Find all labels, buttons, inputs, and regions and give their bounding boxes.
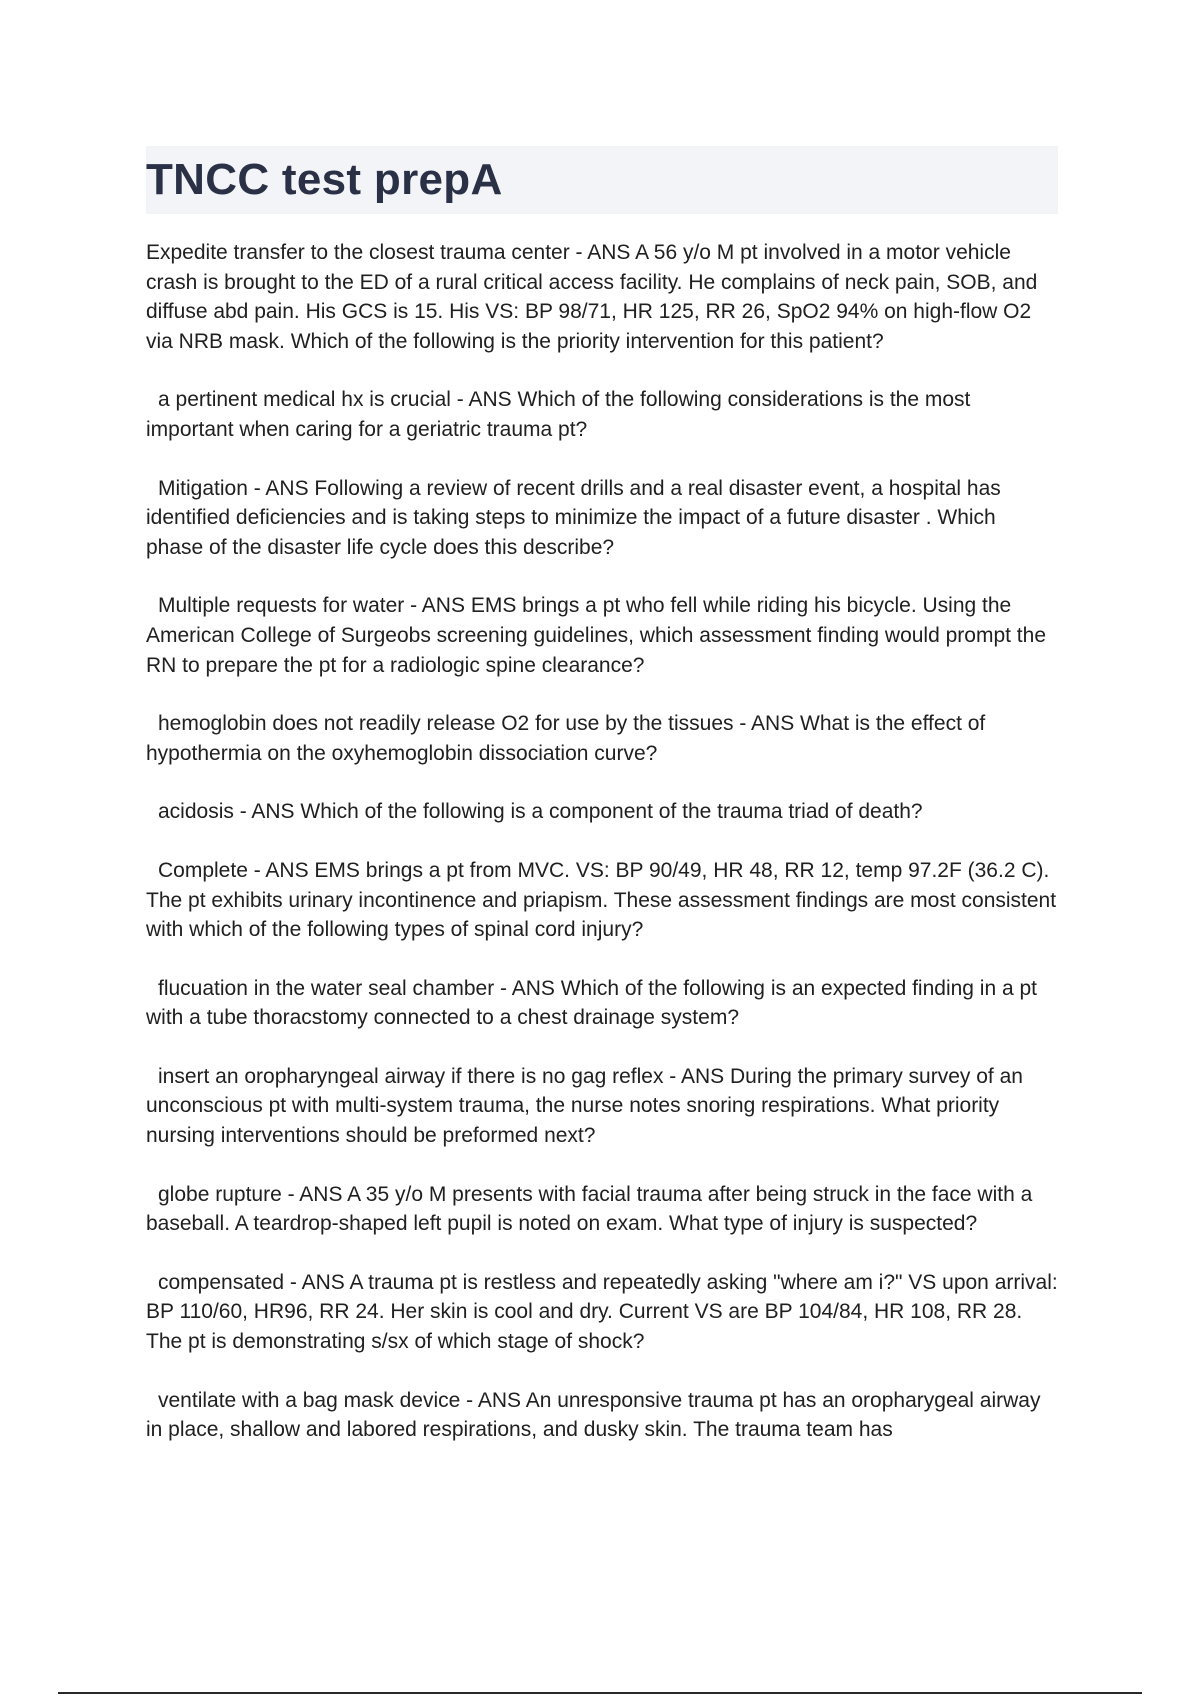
qa-question: A 35 y/o M presents with facial trauma after being struck in the face with a baseball. A teardrop-shaped left pupil is noted on exam. What type of injury is suspected?: [146, 1182, 1033, 1236]
qa-answer: flucuation in the water seal chamber: [158, 976, 495, 1000]
qa-question: EMS brings a pt who fell while riding his bicycle. Using the American College of Surgeobs screening guidelines, which assessment finding would prompt the RN to prepare the pt for a radiologic spine clearance?: [146, 594, 1046, 677]
qa-separator: - ANS: [404, 594, 471, 618]
qa-item-7: [146, 856, 1058, 945]
qa-list: [146, 238, 1058, 1474]
qa-separator: - ANS: [494, 976, 561, 1000]
qa-question: Which of the following is an expected finding in a pt with a tube thoracstomy connected to a chest drainage system?: [146, 976, 1038, 1030]
qa-answer: Mitigation: [158, 476, 248, 500]
qa-answer: acidosis: [158, 800, 234, 824]
qa-answer: hemoglobin does not readily release O2 for use by the tissues: [158, 712, 734, 736]
qa-separator: - ANS: [247, 476, 315, 500]
qa-answer: globe rupture: [158, 1182, 282, 1206]
qa-item-10: [146, 1180, 1058, 1239]
qa-separator: - ANS: [284, 1270, 350, 1294]
qa-item-3: [146, 474, 1058, 563]
qa-question: What is the effect of hypothermia on the oxyhemoglobin dissociation curve?: [146, 712, 986, 765]
qa-item-5: [146, 709, 1058, 768]
qa-item-2: [146, 385, 1058, 444]
qa-separator: - ANS: [281, 1182, 348, 1206]
qa-separator: - ANS: [247, 858, 315, 882]
qa-item-4: [146, 591, 1058, 680]
qa-answer: Complete: [158, 858, 248, 882]
qa-answer: compensated: [158, 1270, 285, 1294]
qa-question: During the primary survey of an unconscious pt with multi-system trauma, the nurse notes snoring respirations. What priority nursing interventions should be preformed next?: [146, 1064, 1023, 1148]
qa-item-12: [146, 1386, 1058, 1445]
qa-separator: - ANS: [569, 241, 636, 264]
qa-question: Following a review of recent drills and a real disaster event, a hospital has identified deficiencies and is taking steps to minimize the impact of a future disaster . Which phase of the disaster life cycle does this describe?: [146, 476, 1001, 559]
qa-answer: ventilate with a bag mask device: [158, 1388, 461, 1412]
qa-item-9: [146, 1062, 1058, 1151]
qa-item-1: [146, 238, 1058, 356]
qa-separator: - ANS: [733, 712, 801, 736]
qa-separator: - ANS: [450, 388, 518, 412]
qa-item-11: [146, 1268, 1058, 1357]
page-title: TNCC test prepA: [146, 155, 503, 204]
qa-answer: a pertinent medical hx is crucial: [158, 388, 451, 412]
qa-question: EMS brings a pt from MVC. VS: BP 90/49, HR 48, RR 12, temp 97.2F (36.2 C). The pt exhibits urinary incontinence and priapism. These assessment findings are most consistent with which of the following types of spinal cord injury?: [146, 858, 1057, 942]
qa-question: A 56 y/o M pt involved in a motor vehicle crash is brought to the ED of a rural critical access facility. He complains of neck pain, SOB, and diffuse abd pain. His GCS is 15. His VS: BP 98/71, HR 125, RR 26, SpO2 94% on high-flow O2 via NRB mask. Which of the following is the priority intervention for this patient?: [146, 241, 1038, 353]
qa-answer: Multiple requests for water: [158, 594, 405, 618]
title-banner: [146, 146, 1058, 214]
qa-separator: - ANS: [233, 800, 301, 824]
qa-separator: - ANS: [460, 1388, 526, 1412]
qa-answer: insert an oropharyngeal airway if there is no gag reflex: [158, 1064, 664, 1088]
qa-item-8: [146, 974, 1058, 1033]
qa-answer: Expedite transfer to the closest trauma center: [146, 241, 570, 264]
page-bottom-divider: [58, 1692, 1142, 1694]
qa-question: Which of the following considerations is the most important when caring for a geriatric trauma pt?: [146, 388, 971, 441]
qa-item-6: [146, 797, 1058, 827]
qa-separator: - ANS: [663, 1064, 730, 1088]
qa-question: Which of the following is a component of the trauma triad of death?: [300, 800, 923, 824]
qa-question: An unresponsive trauma pt has an oropharygeal airway in place, shallow and labored respirations, and dusky skin. The trauma team has: [146, 1388, 1041, 1442]
qa-question: A trauma pt is restless and repeatedly asking "where am i?" VS upon arrival: BP 110/60, HR96, RR 24. Her skin is cool and dry. Current VS are BP 104/84, HR 108, RR 28. The pt is demonstrating s/sx of which stage of shock?: [146, 1270, 1058, 1354]
